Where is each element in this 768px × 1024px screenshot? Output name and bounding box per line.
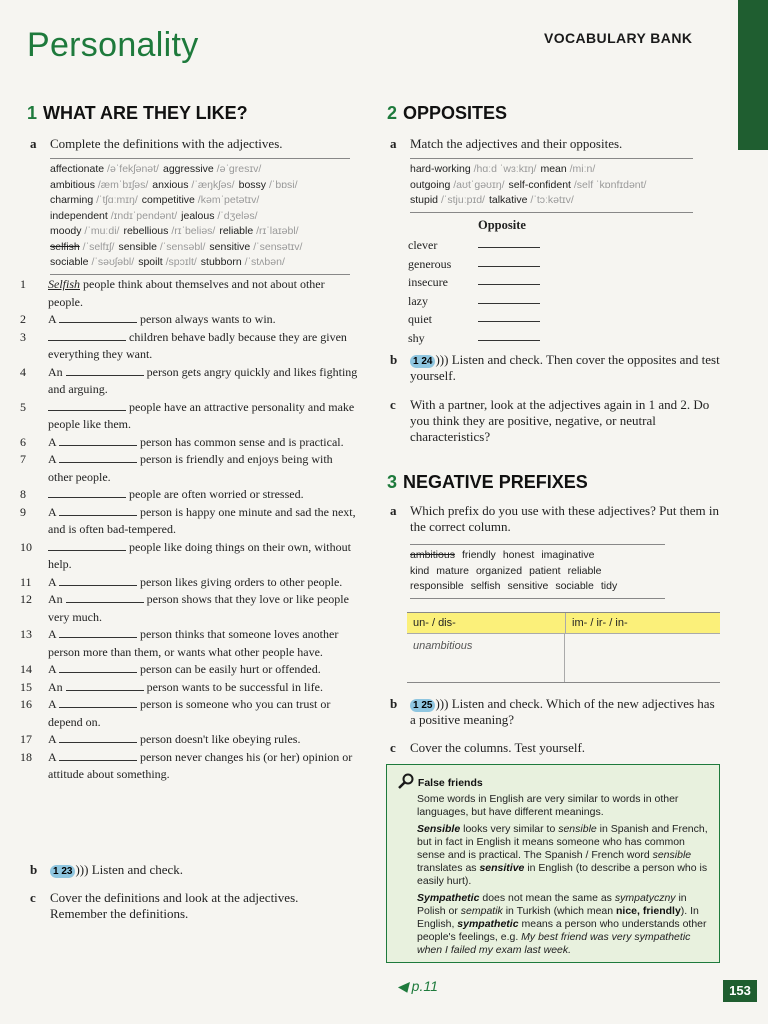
answer-blank[interactable]: [48, 486, 126, 498]
answer-blank[interactable]: [59, 661, 137, 673]
answer-blank[interactable]: [478, 340, 540, 341]
adjective-word-box: [50, 158, 350, 275]
section-2a-instruction: a Match the adjectives and their opposites.: [390, 136, 623, 151]
opposites-match-table: [408, 236, 548, 347]
vocab-word: sensitive: [507, 580, 549, 592]
audio-track-badge[interactable]: 1 23: [50, 865, 75, 878]
prefix-table: [407, 612, 720, 683]
vocab-word: organized: [475, 564, 523, 577]
question-2: 2 A person always wants to win.: [20, 312, 276, 326]
answer-blank[interactable]: [66, 679, 144, 691]
answer-blank[interactable]: [66, 591, 144, 603]
section-1-title: WHAT ARE THEY LIKE?: [43, 103, 248, 123]
answer-blank[interactable]: [478, 266, 540, 267]
vocab-word: bossy /ˈbɒsi/: [238, 178, 298, 191]
opposite-row: lazy: [408, 292, 548, 311]
vocab-word: moody /ˈmuːdi/: [50, 225, 120, 237]
vocab-word: spoilt /spɔɪlt/: [138, 256, 197, 268]
vocab-word: affectionate /əˈfekʃənət/: [50, 163, 159, 175]
example-answer: Selfish: [48, 277, 80, 291]
answer-blank[interactable]: [48, 399, 126, 411]
edge-color-bar: [738, 0, 768, 150]
opposite-row: generous: [408, 255, 548, 274]
opposite-row: quiet: [408, 310, 548, 329]
section-2c-instruction: c With a partner, look at the adjectives again in 1 and 2. Do you think they are positive, negative, or neutral characteristics?: [390, 397, 710, 444]
column-header-im-ir-in: im- / ir- / in-: [572, 617, 628, 629]
speaker-icon: ))): [75, 862, 89, 877]
vocab-word: sensible /ˈsensəbl/: [118, 240, 206, 253]
definition-list: [8, 276, 360, 784]
answer-blank[interactable]: [59, 696, 137, 708]
vocab-word: mean /miːn/: [540, 163, 596, 175]
section-label: VOCABULARY BANK: [544, 30, 693, 46]
answer-blank[interactable]: [48, 329, 126, 341]
audio-track-badge[interactable]: 1 24: [410, 355, 435, 368]
vocab-word: charming /ˈtʃɑːmɪŋ/: [50, 194, 138, 206]
section-3c-instruction: c Cover the columns. Test yourself.: [390, 740, 586, 755]
prefix-word-box: [410, 544, 665, 599]
question-5: 5 people have an attractive personality and make people like them.: [20, 399, 355, 431]
vocab-word: sensitive /ˈsensətɪv/: [209, 240, 303, 253]
false-friends-intro: Some words in English are very similar to words in other languages, but have different meanings.: [417, 793, 679, 818]
opposite-row: shy: [408, 329, 548, 348]
opposite-row: clever: [408, 236, 548, 255]
vocab-word: hard-working /hɑːd ˈwɜːkɪŋ/: [410, 163, 537, 175]
answer-blank[interactable]: [478, 321, 540, 322]
vocab-word: selfish /ˈselfɪʃ/: [50, 240, 115, 253]
section-1a-instruction: [30, 136, 283, 152]
question-17: 17 A person doesn't like obeying rules.: [20, 732, 301, 746]
question-text: people think about themselves and not about other people.: [48, 277, 325, 309]
section-1b-instruction: b 1 23 ))) Listen and check.: [30, 862, 184, 877]
vocab-word: reliable: [567, 564, 602, 577]
page-reference-link[interactable]: ◀ p.11: [397, 978, 438, 994]
vocab-word: independent /ɪndɪˈpendənt/: [50, 209, 178, 222]
question-10: 10 people like doing things on their own, without help.: [20, 539, 351, 571]
vocab-word: stupid /ˈstjuːpɪd/: [410, 194, 485, 206]
vocab-word: competitive /kəmˈpetətɪv/: [141, 194, 260, 206]
vocab-word: sociable /ˈsəʊʃəbl/: [50, 256, 135, 268]
answer-blank[interactable]: [59, 311, 137, 323]
arrow-left-icon: ◀: [397, 978, 408, 994]
item-letter: a: [30, 136, 37, 151]
question-15: 15 An person wants to be successful in life.: [20, 679, 323, 694]
question-7: 7 A person is friendly and enjoys being with other people.: [20, 452, 333, 484]
section-1-number: 1: [27, 103, 38, 123]
section-1-heading: [27, 103, 248, 124]
question-9: 9 A person is happy one minute and sad the next, and is often bad-tempered.: [20, 504, 356, 536]
answer-blank[interactable]: [59, 451, 137, 463]
vocab-word: ambitious: [410, 549, 455, 561]
question-13: 13 A person thinks that someone loves another person more than them, or wants what other people have.: [20, 627, 339, 659]
vocab-word: talkative /ˈtɔːkətɪv/: [488, 194, 574, 206]
opposite-row: insecure: [408, 273, 548, 292]
section-3a-instruction: a Which prefix do you use with these adjectives? Put them in the correct column.: [390, 503, 720, 534]
vocab-word: honest: [502, 549, 535, 561]
question-12: 12 An person shows that they love or like people very much.: [20, 592, 349, 624]
question-14: 14 A person can be easily hurt or offended.: [20, 662, 321, 676]
question-4: 4 An person gets angry quickly and likes fighting and arguing.: [20, 364, 358, 396]
question-18: 18 A person never changes his (or her) opinion or attitude about something.: [20, 749, 353, 781]
answer-blank[interactable]: [66, 364, 144, 376]
vocab-word: imaginative: [541, 549, 595, 561]
instruction-text: Complete the definitions with the adjectives.: [50, 136, 283, 151]
section-2-heading: 2 OPPOSITES: [387, 103, 508, 123]
answer-blank[interactable]: [59, 504, 137, 516]
vocab-word: self-confident /self ˈkɒnfɪdənt/: [508, 178, 647, 191]
question-16: 16 A person is someone who you can trust or depend on.: [20, 697, 331, 729]
page-number: 153: [723, 980, 757, 1002]
section-3-heading: 3 NEGATIVE PREFIXES: [387, 472, 588, 492]
speaker-icon: ))): [435, 352, 449, 367]
audio-track-badge[interactable]: 1 25: [410, 699, 435, 712]
vocab-word: tidy: [600, 580, 618, 592]
column-im-ir-in-cell: [565, 634, 577, 682]
vocab-word: sociable: [555, 580, 594, 592]
answer-blank[interactable]: [478, 247, 540, 248]
vocab-word: responsible: [410, 580, 464, 592]
column-un-dis-cell: unambitious: [407, 634, 565, 682]
question-6: 6 A person has common sense and is practical.: [20, 434, 344, 449]
vocab-word: stubborn /ˈstʌbən/: [200, 256, 285, 268]
vocab-word: jealous /ˈdʒeləs/: [181, 209, 258, 222]
answer-blank[interactable]: [59, 434, 137, 446]
question-1: 1 Selfish people think about themselves and not about other people.: [20, 277, 325, 309]
vocab-word: outgoing /aʊtˈgəʊɪŋ/: [410, 178, 505, 191]
answer-blank[interactable]: [48, 539, 126, 551]
answer-blank[interactable]: [59, 749, 137, 761]
answer-blank[interactable]: [478, 284, 540, 285]
question-3: 3 children behave badly because they are given everything they want.: [20, 329, 347, 361]
vocab-word: aggressive /əˈgresɪv/: [162, 163, 262, 175]
answer-blank[interactable]: [478, 303, 540, 304]
section-2b-instruction: b 1 24 ))) Listen and check. Then cover the opposites and test yourself.: [390, 352, 720, 383]
answer-blank[interactable]: [59, 574, 137, 586]
false-friends-sensible: Sensible looks very similar to sensible in Spanish and French, but in fact in English it means someone who has common sense and is practical. The Spanish / French word sensible translates as sensitive in English (to describe a person who is easily hurt).: [417, 823, 708, 887]
speaker-icon: ))): [435, 696, 449, 711]
false-friends-title: False friends: [417, 777, 483, 789]
section-3b-instruction: b 1 25 ))) Listen and check. Which of the new adjectives has a positive meaning?: [390, 696, 715, 727]
opposite-column-header: Opposite: [478, 218, 526, 232]
column-header-un-dis: un- / dis-: [407, 613, 566, 633]
vocab-word: selfish: [470, 580, 501, 592]
question-8: 8 people are often worried or stressed.: [20, 487, 304, 501]
question-11: 11 A person likes giving orders to other people.: [20, 574, 343, 589]
vocab-word: patient: [529, 564, 561, 577]
false-friends-sympathetic: Sympathetic does not mean the same as sympatyczny in Polish or sempatik in Turkish (which mean nice, friendly). In English, sympathetic means a person who understands other people's feelings, e.g. My best friend was very sympathetic when I failed my exam last week.: [417, 892, 707, 956]
page-title: Personality: [27, 26, 199, 64]
vocab-word: friendly: [461, 549, 496, 561]
answer-blank[interactable]: [59, 626, 137, 638]
section-1c-instruction: c Cover the definitions and look at the adjectives. Remember the definitions.: [30, 890, 299, 921]
vocab-word: ambitious /æmˈbɪʃəs/: [50, 178, 149, 191]
magnifier-icon: [397, 773, 415, 789]
vocab-word: kind: [410, 564, 430, 577]
answer-blank[interactable]: [59, 731, 137, 743]
vocab-word: rebellious /rɪˈbeliəs/: [123, 225, 216, 237]
false-friends-box: [386, 764, 720, 963]
opposites-word-box: [410, 158, 693, 213]
vocab-word: reliable /rɪˈlaɪəbl/: [219, 225, 299, 237]
vocab-word: mature: [436, 564, 469, 577]
vocab-word: anxious /ˈæŋkʃəs/: [152, 178, 235, 191]
